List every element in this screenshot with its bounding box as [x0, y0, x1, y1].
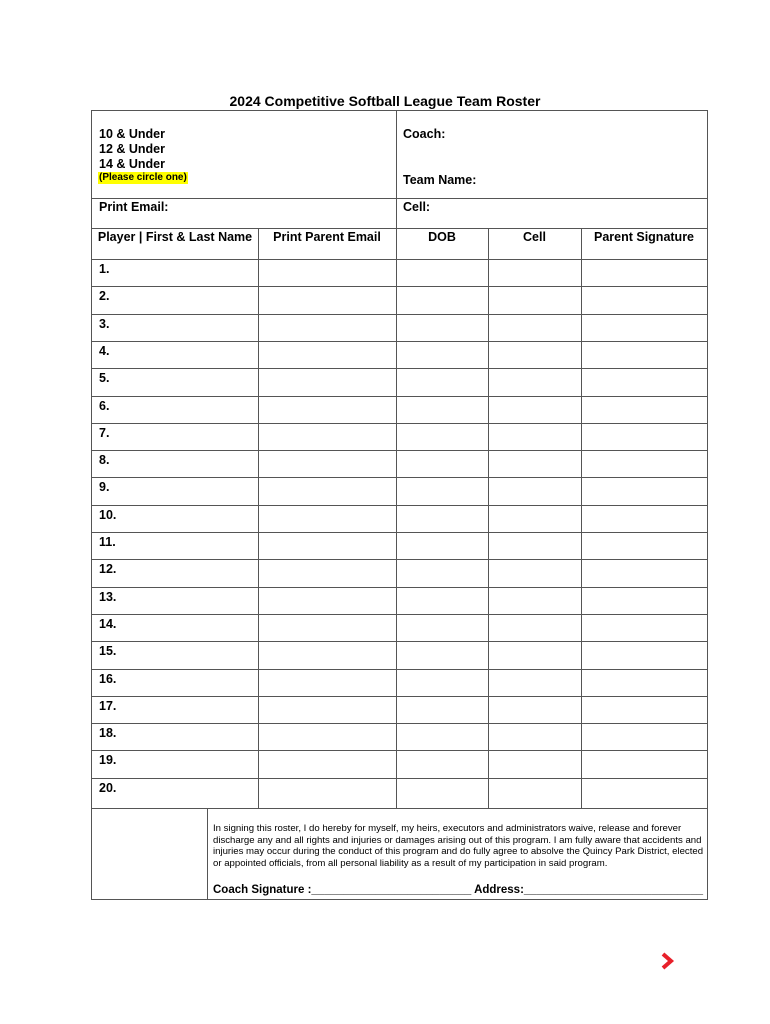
row-line: [92, 450, 707, 451]
table-row-number: 2.: [99, 289, 110, 304]
col-header-player: Player | First & Last Name: [97, 230, 253, 244]
circle-note: (Please circle one): [99, 172, 187, 183]
col-divider-4: [581, 228, 582, 808]
page-title: 2024 Competitive Softball League Team Roster: [229, 93, 541, 109]
row-line: [92, 669, 707, 670]
row-line: [92, 477, 707, 478]
age-option-10[interactable]: 10 & Under: [99, 127, 165, 141]
row-line: [92, 614, 707, 615]
col-header-parent-signature: Parent Signature: [593, 230, 695, 244]
row-line: [92, 396, 707, 397]
age-option-12[interactable]: 12 & Under: [99, 142, 165, 156]
col-divider-1: [258, 228, 259, 808]
table-row-number: 8.: [99, 453, 110, 468]
row-line: [92, 423, 707, 424]
row-line: [92, 723, 707, 724]
table-row-number: 11.: [99, 535, 116, 549]
table-row-number: 1.: [99, 262, 110, 276]
table-row-number: 13.: [99, 589, 117, 604]
col-header-parent-email: Print Parent Email: [273, 230, 381, 244]
row-line: [92, 259, 707, 260]
col-divider-2: [396, 228, 397, 808]
roster-form: [91, 110, 708, 900]
row-line: [92, 587, 707, 588]
row-line: [92, 314, 707, 315]
col-divider-3: [488, 228, 489, 808]
table-row-number: 5.: [99, 371, 110, 386]
row-line: [92, 778, 707, 779]
age-option-14[interactable]: 14 & Under: [99, 157, 165, 171]
cell-label: Cell:: [403, 200, 431, 214]
row-line: [92, 505, 707, 506]
row-line: [92, 368, 707, 369]
table-row-number: 15.: [99, 644, 117, 659]
waiver-divider: [207, 808, 208, 900]
table-row-number: 19.: [99, 753, 117, 768]
header-line-2: [92, 228, 707, 229]
table-row-number: 4.: [99, 343, 110, 358]
table-row-number: 6.: [99, 398, 110, 413]
table-row-number: 3.: [99, 316, 110, 331]
table-row-number: 16.: [99, 671, 117, 686]
table-row-number: 20.: [99, 780, 117, 795]
row-line: [92, 341, 707, 342]
header-divider: [396, 111, 397, 228]
row-line: [92, 532, 707, 533]
table-row-number: 7.: [99, 425, 110, 440]
chevron-right-icon[interactable]: [658, 951, 678, 971]
col-header-dob: DOB: [428, 230, 456, 244]
print-email-label: Print Email:: [99, 200, 169, 214]
table-row-number: 14.: [99, 616, 117, 631]
table-row-number: 18.: [99, 726, 117, 741]
row-line: [92, 286, 707, 287]
row-line: [92, 750, 707, 751]
table-row-number: 10.: [99, 507, 117, 522]
table-row-number: 17.: [99, 698, 117, 713]
coach-signature-line[interactable]: Coach Signature :_________________________ Address:____________________________: [213, 884, 703, 896]
header-line-1: [92, 198, 707, 199]
table-bottom-line: [92, 808, 707, 809]
col-header-cell: Cell: [523, 230, 546, 244]
table-row-number: 12.: [99, 562, 117, 577]
table-row-number: 9.: [99, 480, 110, 495]
row-line: [92, 696, 707, 697]
waiver-text: In signing this roster, I do hereby for myself, my heirs, executors and administrators waive, release and forever discharge any and all rights and injuries or damages arising out of this program. I am fully aware that accidents and injuries may occur during the conduct of this program and do fully agree to absolve the Quincy Park District, elected or appointed officials, from all personal liability as a result of my participation in said program.: [213, 823, 704, 869]
coach-label: Coach:: [403, 127, 446, 141]
row-line: [92, 641, 707, 642]
team-name-label: Team Name:: [403, 173, 477, 187]
row-line: [92, 559, 707, 560]
